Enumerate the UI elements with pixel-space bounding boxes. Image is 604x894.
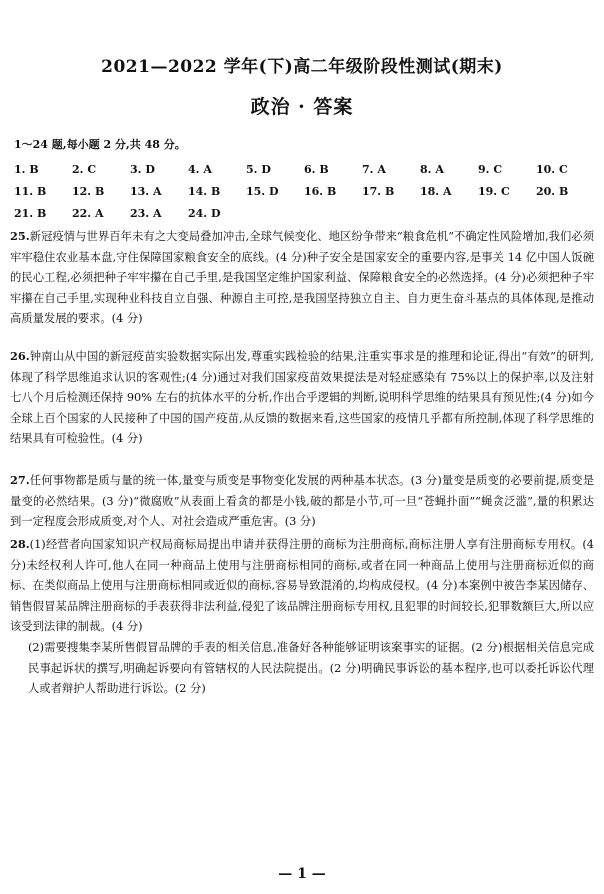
answer-item: 1. B [14, 162, 39, 176]
answer-item: 6. B [304, 162, 329, 176]
question-number: 25. [10, 229, 30, 243]
question-number: 26. [10, 349, 30, 363]
answer-item: 8. A [420, 162, 444, 176]
answer-item: 12. B [72, 184, 105, 198]
question-number: 27. [10, 473, 30, 487]
question-26 [10, 346, 594, 450]
answer-item: 23. A [130, 206, 162, 220]
answer-item: 14. B [188, 184, 221, 198]
page-title: 2021—2022 学年(下)高二年级阶段性测试(期末) [101, 57, 503, 77]
answer-row [14, 202, 594, 224]
answer-item: 20. B [536, 184, 569, 198]
answer-item: 17. B [362, 184, 395, 198]
answer-item: 5. D [246, 162, 271, 176]
choice-answer-grid [14, 158, 594, 224]
question-28 [10, 534, 594, 700]
question-25 [10, 226, 594, 330]
subject-title: 政治 · 答案 [250, 96, 354, 118]
question-answer-text: 钟南山从中国的新冠疫苗实验数据实际出发,尊重实践检验的结果,注重实事求是的推理和论证,得出“有效”的研判,体现了科学思维追求认识的客观性;(4 分)通过对我们国家疫苗效果提法是对轻症感染有 75%以上的保护率,以及注射七八个月后检测还保持 90% 左右的抗体水平的分析,作出合乎逻辑的判断,说明科学思维的结果具有预见性;(4 分)如今全球上百个国家的人民接种了中国的国产疫苗,从反馈的数据来看,这些国家的疫情几乎都有所控制,体现了科学思维的结果具有可检验性。(4 分) [10, 350, 594, 446]
answer-item: 24. D [188, 206, 221, 220]
question-answer-text: (1)经营者向国家知识产权局商标局提出申请并获得注册的商标为注册商标,商标注册人享有注册商标专用权。(4 分)未经权利人许可,他人在同一种商品上使用与注册商标相同的商标,或者在同一种商品上使用与注册商标近似的商标、在类似商品上使用与注册商标相同或近似的商标,容易导致混淆的,均构成侵权。(4 分)本案例中被告李某因储存、销售假冒某品牌注册商标的手表获得非法利益,侵犯了该品牌注册商标专用权,且犯罪的时间较长,犯罪数额巨大,所以应该受到法律的制裁。(4 分) [10, 538, 594, 634]
choice-instruction: 1～24 题,每小题 2 分,共 48 分。 [14, 138, 186, 151]
answer-item: 9. C [478, 162, 503, 176]
answer-row [14, 158, 594, 180]
answer-item: 18. A [420, 184, 452, 198]
page-number: — 1 — [278, 866, 326, 882]
answer-row [14, 180, 594, 202]
answer-item: 21. B [14, 206, 47, 220]
answer-item: 10. C [536, 162, 568, 176]
answer-item: 15. D [246, 184, 279, 198]
answer-item: 11. B [14, 184, 47, 198]
answer-item: 4. A [188, 162, 212, 176]
question-answer-text: 任何事物都是质与量的统一体,量变与质变是事物变化发展的两种基本状态。(3 分)量变是质变的必要前提,质变是量变的必然结果。(3 分)“微腐败”从表面上看贪的都是小钱,破的都是小节,可一旦“苍蝇扑面”“蝇贪泛滥”,量的积累达到一定程度会形成质变,对个人、对社会造成严重危害。(3 分) [10, 474, 594, 529]
answer-item: 13. A [130, 184, 162, 198]
answer-item: 7. A [362, 162, 386, 176]
answer-item: 19. C [478, 184, 510, 198]
answer-item: 3. D [130, 162, 155, 176]
answer-item: 16. B [304, 184, 337, 198]
question-27 [10, 470, 594, 533]
question-answer-text: 新冠疫情与世界百年未有之大变局叠加冲击,全球气候变化、地区纷争带来“粮食危机”不确定性风险增加,我们必须牢牢稳住农业基本盘,守住保障国家粮食安全的底线。(4 分)种子安全是国家安全的重要内容,是事关 14 亿中国人饭碗的民心工程,必须把种子牢牢攥在自己手里,是我国坚定维护国家利益、保障粮食安全的必然选择。(4 分)必须把种子牢牢攥在自己手里,实现种业科技自立自强、种源自主可控,是我国坚持独立自主、自力更生奋斗基点的具体体现,是推动高质量发展的要求。(4 分) [10, 230, 594, 326]
question-answer-part-2: (2)需要搜集李某所售假冒品牌的手表的相关信息,准备好各种能够证明该案事实的证据。(2 分)根据相关信息完成民事起诉状的撰写,明确起诉要向有管辖权的人民法院提出。(2 分)明确民事诉讼的基本程序,也可以委托诉讼代理人或者辩护人帮助进行诉讼。(2 分) [28, 640, 594, 696]
answer-item: 2. C [72, 162, 97, 176]
question-number: 28. [10, 537, 30, 551]
answer-item: 22. A [72, 206, 104, 220]
